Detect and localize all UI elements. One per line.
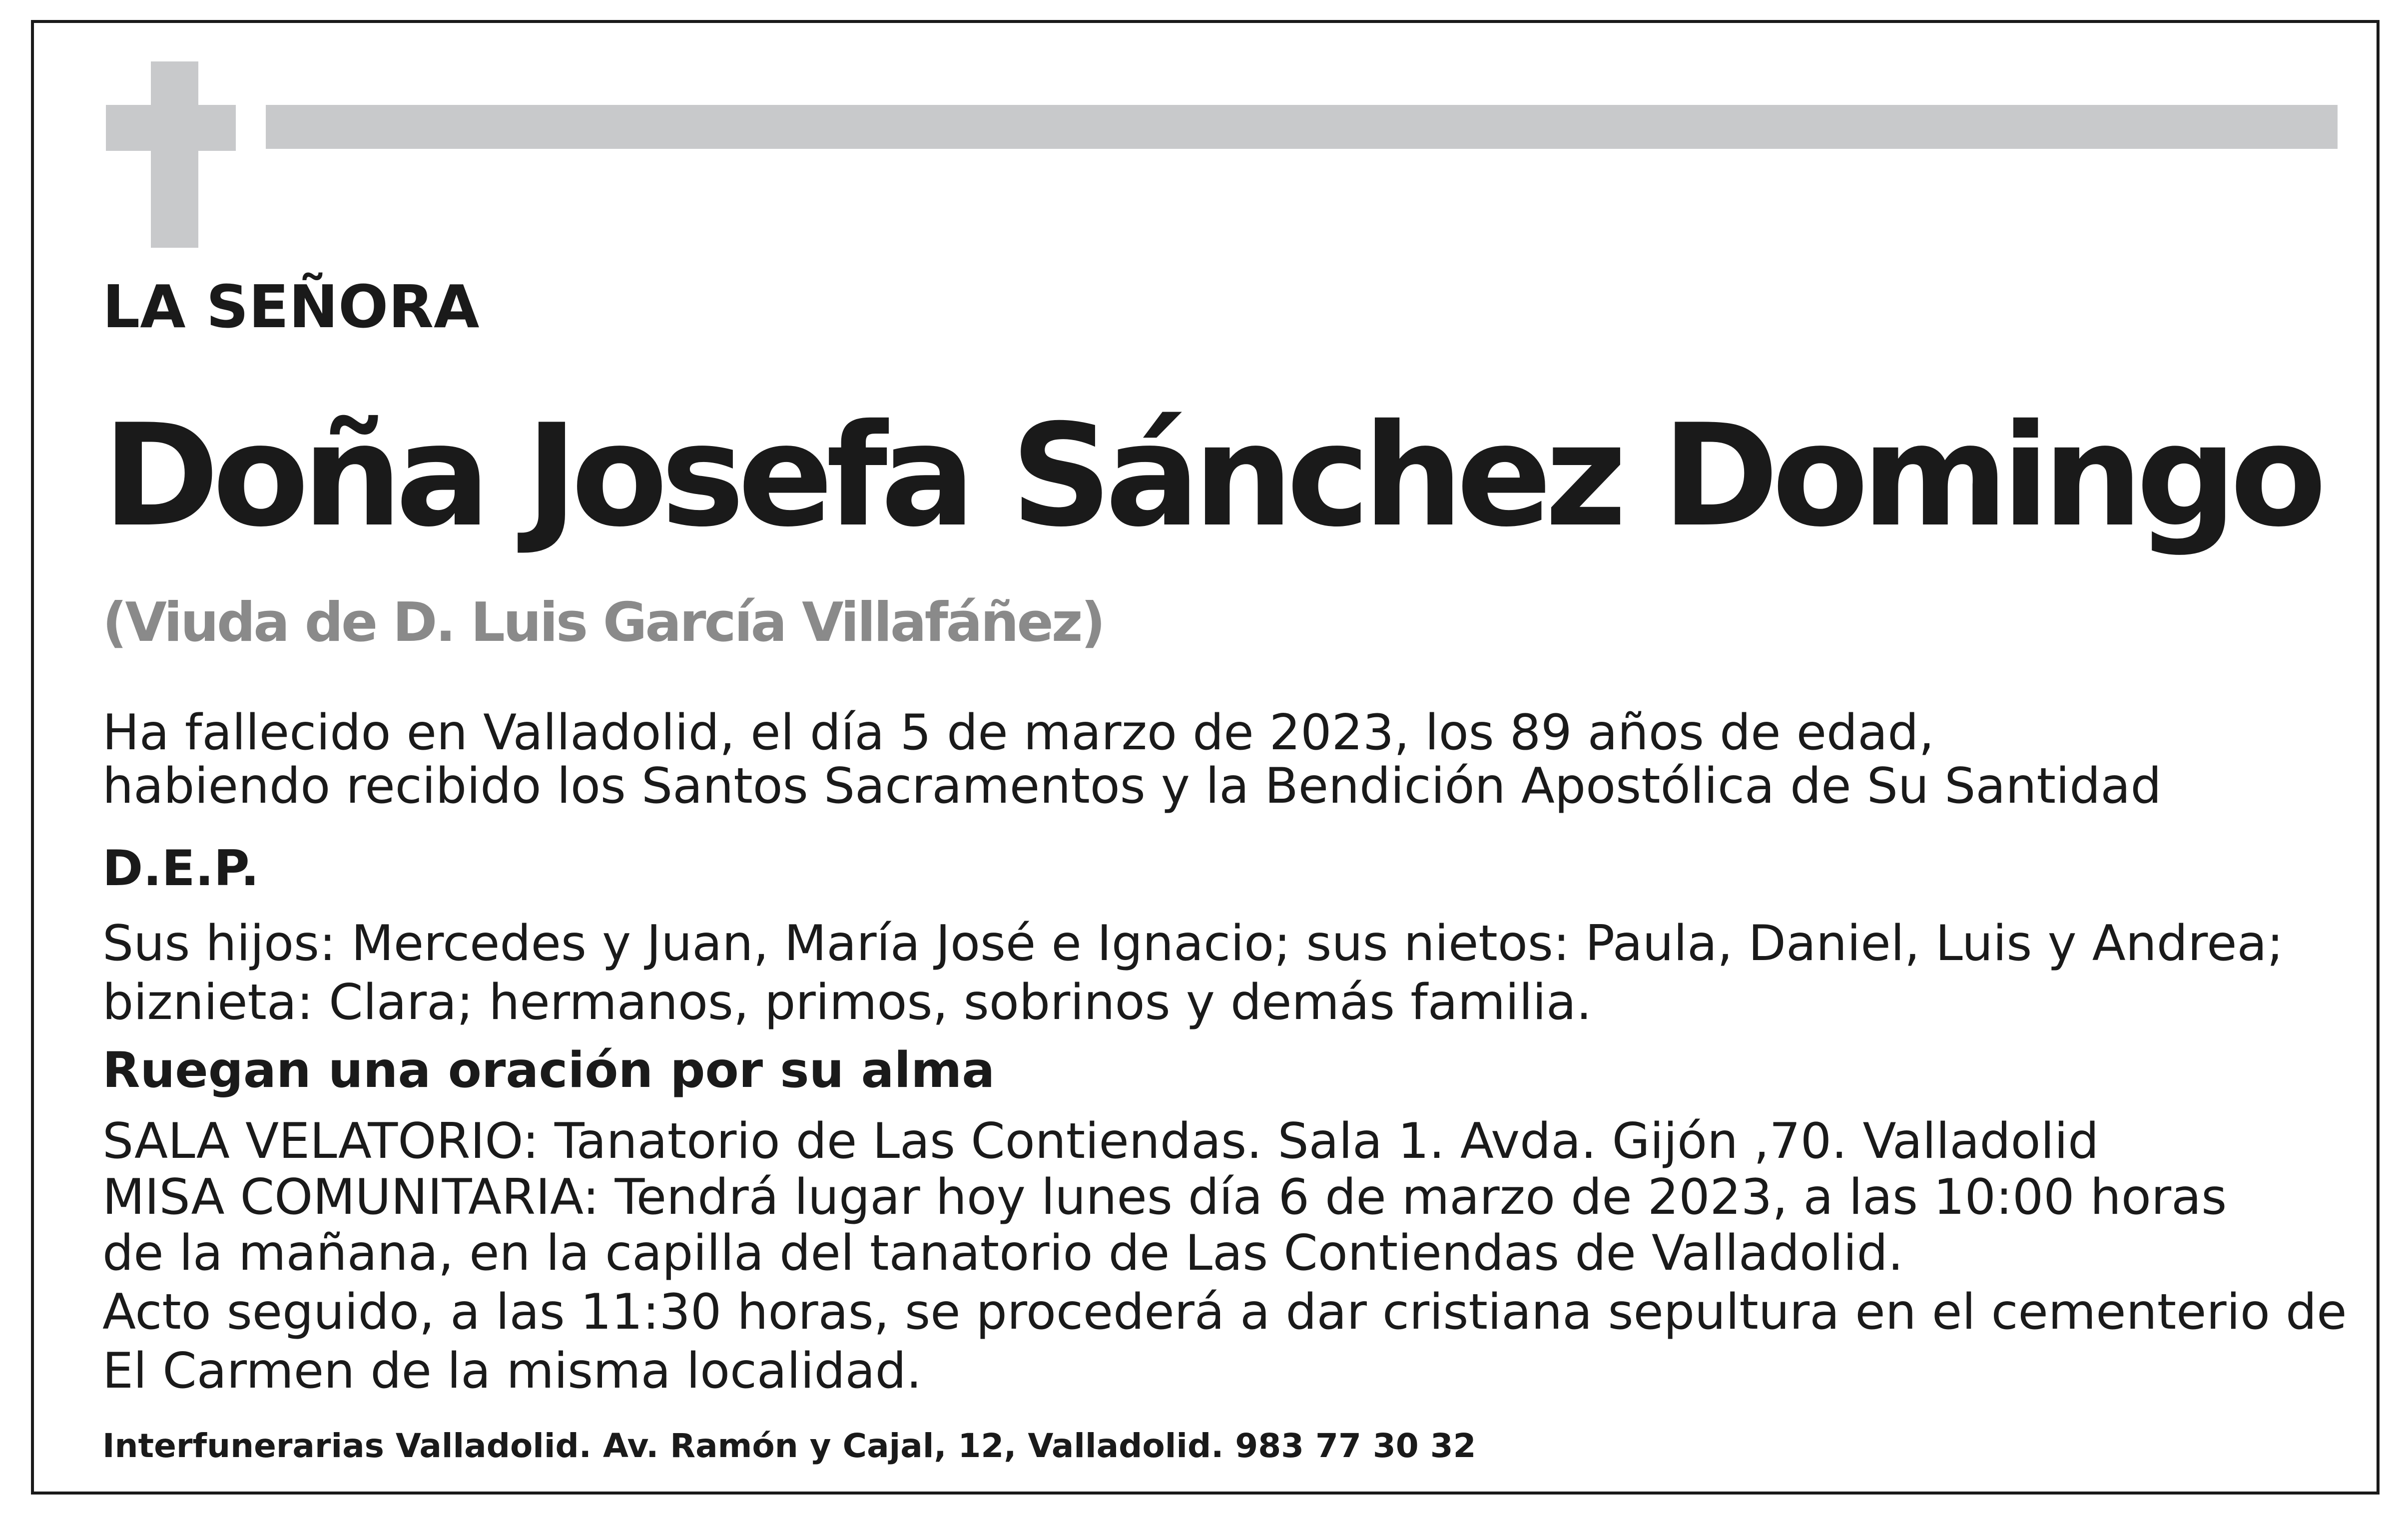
service-line-4: Acto seguido, a las 11:30 horas, se procederá a dar cristiana sepultura en el cementerio de — [102, 1284, 2347, 1341]
widow-line: (Viuda de D. Luis García Villafáñez) — [102, 591, 1104, 654]
family-line-2: biznieta: Clara; hermanos, primos, sobrinos y demás familia. — [102, 974, 1592, 1031]
deceased-name: Doña Josefa Sánchez Domingo — [102, 394, 2320, 558]
header-rule — [266, 105, 2338, 149]
service-line-3: de la mañana, en la capilla del tanatorio de Las Contiendas de Valladolid. — [102, 1225, 1903, 1282]
funeral-home-footer: Interfunerarias Valladolid. Av. Ramón y Cajal, 12, Valladolid. 983 77 30 32 — [102, 1427, 1476, 1465]
service-line-1: SALA VELATORIO: Tanatorio de Las Contiendas. Sala 1. Avda. Gijón ,70. Valladolid — [102, 1113, 2099, 1170]
overline-title: LA SEÑORA — [102, 272, 480, 341]
cross-horizontal-bar — [106, 105, 236, 151]
family-line-1: Sus hijos: Mercedes y Juan, María José e Ignacio; sus nietos: Paula, Daniel, Luis y Andrea; — [102, 915, 2284, 972]
death-line-2: habiendo recibido los Santos Sacramentos y la Bendición Apostólica de Su Santidad — [102, 758, 2162, 815]
prayer-line: Ruegan una oración por su alma — [102, 1042, 995, 1099]
service-line-2: MISA COMUNITARIA: Tendrá lugar hoy lunes día 6 de marzo de 2023, a las 10:00 horas — [102, 1169, 2227, 1226]
cross-vertical-bar — [151, 61, 198, 248]
service-line-5: El Carmen de la misma localidad. — [102, 1343, 922, 1400]
dep-line: D.E.P. — [102, 840, 259, 897]
death-line-1: Ha fallecido en Valladolid, el día 5 de marzo de 2023, los 89 años de edad, — [102, 704, 1934, 761]
